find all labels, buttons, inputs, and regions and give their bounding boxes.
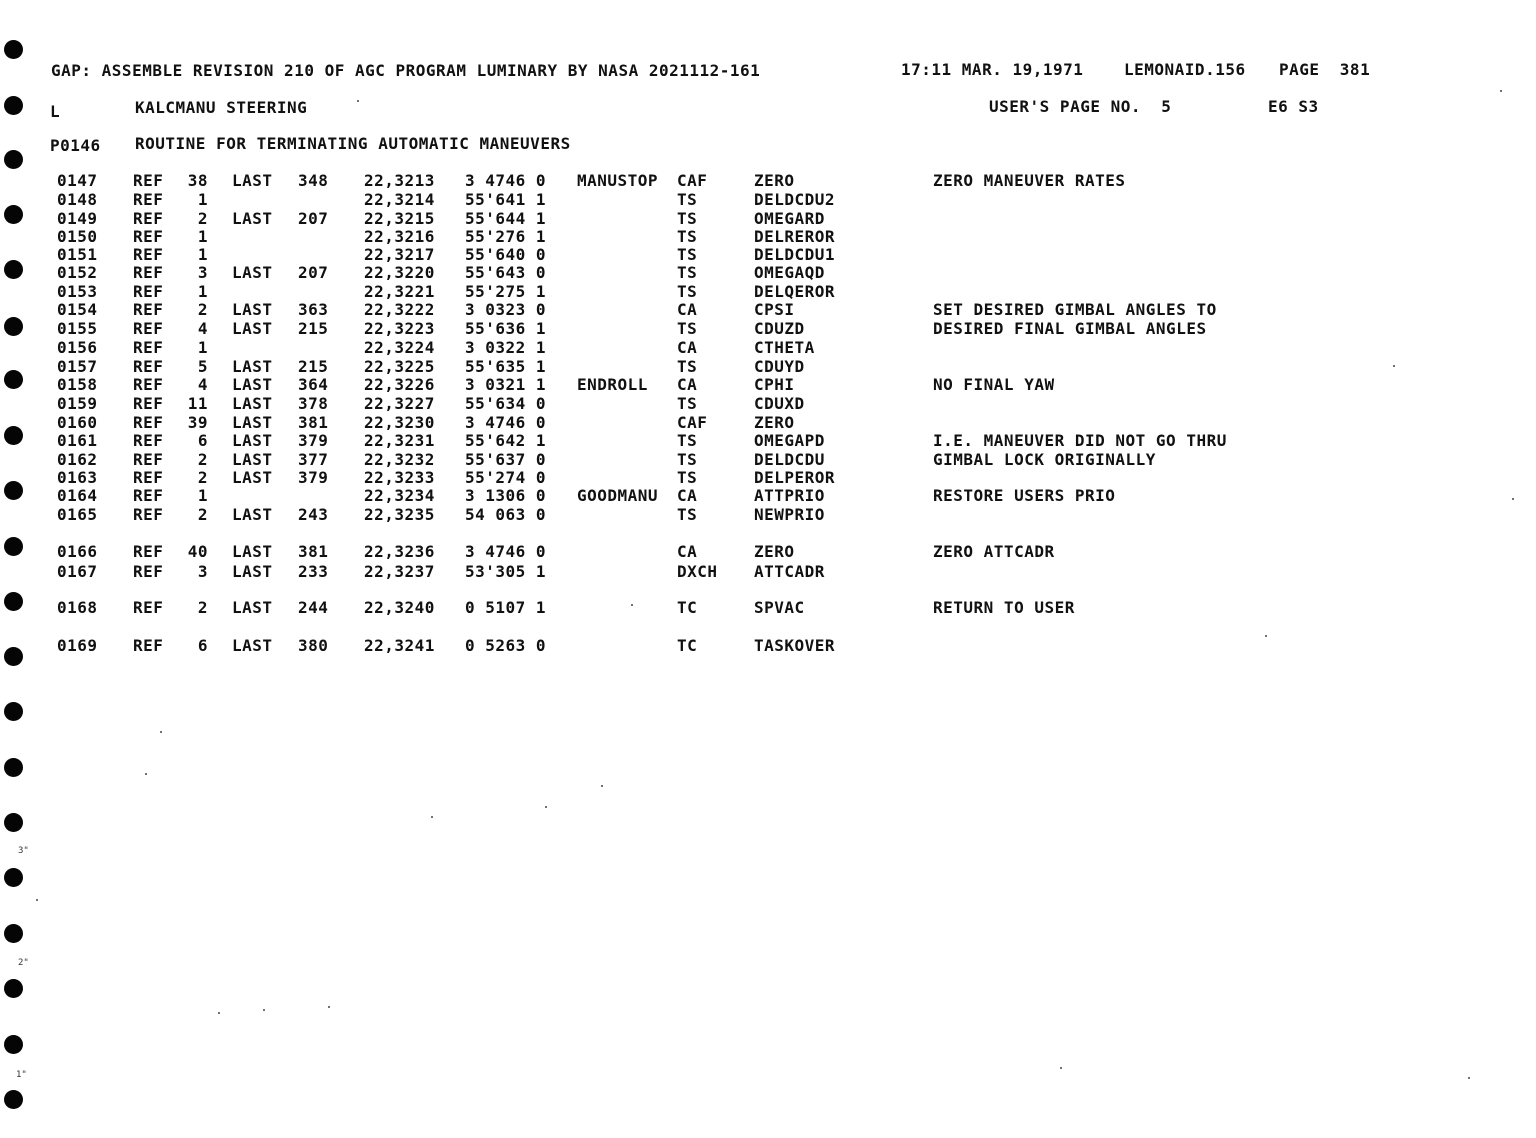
listing-octal: 55'637 0	[465, 450, 547, 469]
routine-title: ROUTINE FOR TERMINATING AUTOMATIC MANEUVERS	[135, 134, 571, 153]
listing-comment: ZERO MANEUVER RATES	[933, 171, 1126, 190]
listing-operand: CDUYD	[754, 357, 805, 376]
listing-last-page: 348	[298, 171, 329, 190]
listing-last: LAST	[232, 319, 273, 338]
listing-row	[0, 191, 1536, 209]
listing-address: 22,3233	[364, 468, 435, 487]
listing-address: 22,3231	[364, 431, 435, 450]
listing-ref-count: 6	[197, 636, 208, 655]
scan-speck	[160, 731, 162, 733]
listing-seq: 0168	[57, 598, 98, 617]
listing-row	[0, 487, 1536, 505]
listing-operand: CDUZD	[754, 319, 805, 338]
listing-comment: NO FINAL YAW	[933, 375, 1055, 394]
listing-last-page: 207	[298, 263, 329, 282]
sprocket-hole	[4, 96, 23, 115]
listing-row	[0, 637, 1536, 655]
listing-operand: CDUXD	[754, 394, 805, 413]
listing-ref: REF	[133, 227, 164, 246]
margin-inch-mark: 2"	[18, 958, 29, 968]
listing-seq: 0163	[57, 468, 98, 487]
listing-ref: REF	[133, 486, 164, 505]
listing-ref: REF	[133, 542, 164, 561]
listing-last-page: 379	[298, 431, 329, 450]
listing-operand: ATTCADR	[754, 562, 825, 581]
listing-row	[0, 563, 1536, 581]
listing-operand: DELDCDU2	[754, 190, 836, 209]
listing-seq: 0169	[57, 636, 98, 655]
scan-speck	[145, 773, 147, 775]
listing-last: LAST	[232, 209, 273, 228]
listing-last: LAST	[232, 450, 273, 469]
listing-address: 22,3241	[364, 636, 435, 655]
listing-opcode: TS	[677, 227, 698, 246]
listing-row	[0, 469, 1536, 487]
listing-row	[0, 432, 1536, 450]
listing-seq: 0160	[57, 413, 98, 432]
scan-speck	[1468, 1077, 1470, 1079]
listing-operand: DELPEROR	[754, 468, 836, 487]
section-title: KALCMANU STEERING	[135, 98, 308, 117]
listing-last: LAST	[232, 505, 273, 524]
listing-opcode: TS	[677, 245, 698, 264]
listing-row	[0, 246, 1536, 264]
listing-operand: OMEGARD	[754, 209, 825, 228]
listing-last: LAST	[232, 413, 273, 432]
listing-opcode: CA	[677, 300, 698, 319]
listing-ref: REF	[133, 450, 164, 469]
page-number: PAGE 381	[1279, 60, 1371, 79]
listing-ref: REF	[133, 319, 164, 338]
listing-address: 22,3230	[364, 413, 435, 432]
listing-ref-count: 1	[197, 227, 208, 246]
listing-ref: REF	[133, 598, 164, 617]
listing-label: MANUSTOP	[577, 171, 659, 190]
listing-operand: ZERO	[754, 413, 795, 432]
listing-last-page: 381	[298, 413, 329, 432]
listing-ref: REF	[133, 263, 164, 282]
listing-opcode: TS	[677, 282, 698, 301]
listing-last: LAST	[232, 542, 273, 561]
listing-operand: DELREROR	[754, 227, 836, 246]
listing-row	[0, 228, 1536, 246]
listing-row	[0, 301, 1536, 319]
listing-operand: DELQEROR	[754, 282, 836, 301]
listing-row	[0, 543, 1536, 561]
listing-ref-count: 2	[197, 300, 208, 319]
listing-last: LAST	[232, 636, 273, 655]
listing-ref-count: 2	[197, 505, 208, 524]
listing-ref-count: 2	[197, 598, 208, 617]
listing-operand: CPHI	[754, 375, 795, 394]
users-page: USER'S PAGE NO. 5	[989, 97, 1172, 116]
sprocket-hole	[4, 1035, 23, 1054]
listing-row	[0, 414, 1536, 432]
listing-last-page: 363	[298, 300, 329, 319]
listing-row	[0, 599, 1536, 617]
listing-octal: 55'643 0	[465, 263, 547, 282]
listing-ref-count: 2	[197, 468, 208, 487]
listing-operand: DELDCDU	[754, 450, 825, 469]
listing-label: ENDROLL	[577, 375, 648, 394]
listing-address: 22,3223	[364, 319, 435, 338]
listing-opcode: CA	[677, 338, 698, 357]
listing-ref: REF	[133, 245, 164, 264]
listing-row	[0, 283, 1536, 301]
listing-address: 22,3216	[364, 227, 435, 246]
scan-speck	[431, 816, 433, 818]
listing-ref-count: 4	[197, 319, 208, 338]
listing-address: 22,3235	[364, 505, 435, 524]
listing-opcode: TS	[677, 394, 698, 413]
listing-opcode: TS	[677, 319, 698, 338]
listing-ref: REF	[133, 636, 164, 655]
listing-last: LAST	[232, 468, 273, 487]
listing-operand: OMEGAQD	[754, 263, 825, 282]
sprocket-hole	[4, 758, 23, 777]
listing-seq: 0158	[57, 375, 98, 394]
listing-last-page: 364	[298, 375, 329, 394]
scan-speck	[263, 1009, 265, 1011]
listing-opcode: TS	[677, 450, 698, 469]
listing-ref-count: 38	[187, 171, 208, 190]
listing-row	[0, 172, 1536, 190]
listing-comment: SET DESIRED GIMBAL ANGLES TO	[933, 300, 1217, 319]
listing-opcode: TC	[677, 636, 698, 655]
listing-ref: REF	[133, 338, 164, 357]
listing-comment: ZERO ATTCADR	[933, 542, 1055, 561]
listing-last-page: 244	[298, 598, 329, 617]
listing-ref-count: 11	[187, 394, 208, 413]
listing-ref: REF	[133, 375, 164, 394]
listing-last: LAST	[232, 300, 273, 319]
listing-ref: REF	[133, 394, 164, 413]
listing-last-page: 233	[298, 562, 329, 581]
listing-opcode: CAF	[677, 171, 708, 190]
listing-address: 22,3222	[364, 300, 435, 319]
listing-comment: GIMBAL LOCK ORIGINALLY	[933, 450, 1156, 469]
listing-octal: 55'634 0	[465, 394, 547, 413]
listing-octal: 3 1306 0	[465, 486, 547, 505]
listing-ref-count: 1	[197, 282, 208, 301]
listing-row	[0, 210, 1536, 228]
listing-address: 22,3240	[364, 598, 435, 617]
page-code: E6 S3	[1268, 97, 1319, 116]
assembly-title: GAP: ASSEMBLE REVISION 210 OF AGC PROGRAM LUMINARY BY NASA 2021112-161	[51, 61, 761, 80]
listing-octal: 0 5263 0	[465, 636, 547, 655]
sprocket-hole	[4, 40, 23, 59]
listing-octal: 55'635 1	[465, 357, 547, 376]
listing-seq: 0152	[57, 263, 98, 282]
listing-seq: 0149	[57, 209, 98, 228]
margin-inch-mark: 1"	[16, 1070, 27, 1080]
listing-opcode: TS	[677, 468, 698, 487]
listing-seq: 0155	[57, 319, 98, 338]
listing-opcode: TC	[677, 598, 698, 617]
listing-address: 22,3234	[364, 486, 435, 505]
listing-operand: TASKOVER	[754, 636, 836, 655]
listing-ref-count: 1	[197, 486, 208, 505]
listing-row	[0, 451, 1536, 469]
listing-address: 22,3237	[364, 562, 435, 581]
listing-octal: 3 4746 0	[465, 542, 547, 561]
listing-seq: 0154	[57, 300, 98, 319]
listing-octal: 3 4746 0	[465, 171, 547, 190]
listing-ref-count: 1	[197, 338, 208, 357]
listing-seq: 0165	[57, 505, 98, 524]
listing-address: 22,3217	[364, 245, 435, 264]
listing-octal: 3 0323 0	[465, 300, 547, 319]
listing-octal: 53'305 1	[465, 562, 547, 581]
listing-octal: 55'274 0	[465, 468, 547, 487]
listing-last-page: 380	[298, 636, 329, 655]
listing-octal: 3 0321 1	[465, 375, 547, 394]
listing-seq: 0166	[57, 542, 98, 561]
listing-operand: CPSI	[754, 300, 795, 319]
listing-opcode: CA	[677, 486, 698, 505]
listing-ref-count: 3	[197, 562, 208, 581]
listing-ref-count: 2	[197, 450, 208, 469]
scan-speck	[36, 899, 38, 901]
listing-opcode: TS	[677, 357, 698, 376]
listing-seq: 0147	[57, 171, 98, 190]
scan-speck	[218, 1012, 220, 1014]
listing-seq: 0150	[57, 227, 98, 246]
listing-opcode: DXCH	[677, 562, 718, 581]
lemonaid-id: LEMONAID.156	[1124, 60, 1246, 79]
listing-ref: REF	[133, 282, 164, 301]
listing-seq: 0164	[57, 486, 98, 505]
listing-seq: 0159	[57, 394, 98, 413]
listing-opcode: CAF	[677, 413, 708, 432]
scan-speck	[601, 785, 603, 787]
sprocket-hole	[4, 868, 23, 887]
listing-address: 22,3225	[364, 357, 435, 376]
listing-octal: 3 4746 0	[465, 413, 547, 432]
listing-octal: 55'642 1	[465, 431, 547, 450]
listing-last-page: 378	[298, 394, 329, 413]
listing-octal: 54 063 0	[465, 505, 547, 524]
listing-operand: ZERO	[754, 171, 795, 190]
listing-last: LAST	[232, 431, 273, 450]
listing-last-page: 377	[298, 450, 329, 469]
listing-address: 22,3226	[364, 375, 435, 394]
listing-ref-count: 3	[197, 263, 208, 282]
listing-seq: 0153	[57, 282, 98, 301]
l-marker: L	[50, 102, 61, 121]
listing-operand: SPVAC	[754, 598, 805, 617]
listing-address: 22,3221	[364, 282, 435, 301]
scan-speck	[1060, 1067, 1062, 1069]
listing-operand: CTHETA	[754, 338, 815, 357]
listing-ref: REF	[133, 209, 164, 228]
listing-seq: 0151	[57, 245, 98, 264]
listing-operand: OMEGAPD	[754, 431, 825, 450]
listing-row	[0, 358, 1536, 376]
listing-operand: ATTPRIO	[754, 486, 825, 505]
listing-operand: NEWPRIO	[754, 505, 825, 524]
listing-octal: 0 5107 1	[465, 598, 547, 617]
listing-row	[0, 376, 1536, 394]
listing-address: 22,3220	[364, 263, 435, 282]
listing-address: 22,3214	[364, 190, 435, 209]
listing-seq: 0148	[57, 190, 98, 209]
listing-seq: 0157	[57, 357, 98, 376]
listing-operand: DELDCDU1	[754, 245, 836, 264]
listing-last-page: 381	[298, 542, 329, 561]
listing-ref: REF	[133, 300, 164, 319]
listing-comment: RETURN TO USER	[933, 598, 1075, 617]
routine-seq: P0146	[50, 136, 101, 155]
listing-address: 22,3224	[364, 338, 435, 357]
listing-opcode: CA	[677, 542, 698, 561]
listing-comment: DESIRED FINAL GIMBAL ANGLES	[933, 319, 1207, 338]
listing-last: LAST	[232, 357, 273, 376]
listing-comment: I.E. MANEUVER DID NOT GO THRU	[933, 431, 1227, 450]
listing-ref-count: 4	[197, 375, 208, 394]
listing-last-page: 243	[298, 505, 329, 524]
listing-octal: 55'636 1	[465, 319, 547, 338]
listing-seq: 0156	[57, 338, 98, 357]
listing-ref: REF	[133, 171, 164, 190]
listing-address: 22,3215	[364, 209, 435, 228]
listing-ref-count: 2	[197, 209, 208, 228]
listing-row	[0, 339, 1536, 357]
listing-opcode: TS	[677, 209, 698, 228]
listing-row	[0, 264, 1536, 282]
listing-last: LAST	[232, 375, 273, 394]
listing-seq: 0162	[57, 450, 98, 469]
sprocket-hole	[4, 813, 23, 832]
listing-row	[0, 320, 1536, 338]
listing-ref: REF	[133, 357, 164, 376]
sprocket-hole	[4, 150, 23, 169]
listing-ref-count: 40	[187, 542, 208, 561]
scan-speck	[357, 100, 359, 102]
listing-opcode: TS	[677, 431, 698, 450]
listing-last: LAST	[232, 263, 273, 282]
listing-address: 22,3232	[364, 450, 435, 469]
listing-opcode: TS	[677, 190, 698, 209]
listing-row	[0, 395, 1536, 413]
scan-speck	[1500, 90, 1502, 92]
listing-seq: 0167	[57, 562, 98, 581]
listing-ref: REF	[133, 431, 164, 450]
listing-ref: REF	[133, 468, 164, 487]
listing-last: LAST	[232, 394, 273, 413]
listing-ref-count: 39	[187, 413, 208, 432]
listing-ref-count: 1	[197, 190, 208, 209]
listing-ref-count: 6	[197, 431, 208, 450]
listing-octal: 55'275 1	[465, 282, 547, 301]
listing-address: 22,3236	[364, 542, 435, 561]
listing-label: GOODMANU	[577, 486, 659, 505]
sprocket-hole	[4, 979, 23, 998]
print-timestamp: 17:11 MAR. 19,1971	[901, 60, 1084, 79]
sprocket-hole	[4, 1090, 23, 1109]
listing-last: LAST	[232, 171, 273, 190]
listing-ref: REF	[133, 505, 164, 524]
listing-opcode: CA	[677, 375, 698, 394]
listing-octal: 55'641 1	[465, 190, 547, 209]
listing-octal: 3 0322 1	[465, 338, 547, 357]
listing-ref: REF	[133, 190, 164, 209]
sprocket-hole	[4, 924, 23, 943]
listing-last: LAST	[232, 598, 273, 617]
listing-address: 22,3213	[364, 171, 435, 190]
listing-last-page: 207	[298, 209, 329, 228]
listing-last: LAST	[232, 562, 273, 581]
listing-address: 22,3227	[364, 394, 435, 413]
scan-speck	[545, 806, 547, 808]
listing-octal: 55'640 0	[465, 245, 547, 264]
listing-opcode: TS	[677, 505, 698, 524]
listing-ref: REF	[133, 562, 164, 581]
listing-row	[0, 506, 1536, 524]
margin-inch-mark: 3"	[18, 846, 29, 856]
listing-opcode: TS	[677, 263, 698, 282]
listing-ref: REF	[133, 413, 164, 432]
listing-ref-count: 1	[197, 245, 208, 264]
sprocket-hole	[4, 702, 23, 721]
listing-last-page: 379	[298, 468, 329, 487]
listing-seq: 0161	[57, 431, 98, 450]
scan-speck	[328, 1006, 330, 1008]
listing-operand: ZERO	[754, 542, 795, 561]
listing-ref-count: 5	[197, 357, 208, 376]
listing-octal: 55'644 1	[465, 209, 547, 228]
listing-comment: RESTORE USERS PRIO	[933, 486, 1116, 505]
listing-octal: 55'276 1	[465, 227, 547, 246]
listing-last-page: 215	[298, 319, 329, 338]
listing-last-page: 215	[298, 357, 329, 376]
